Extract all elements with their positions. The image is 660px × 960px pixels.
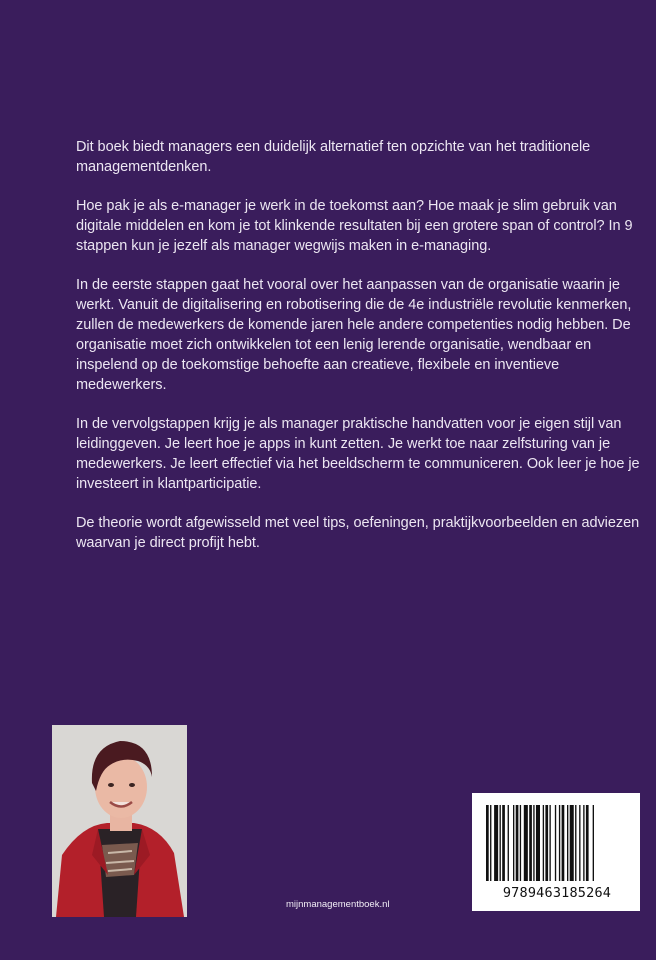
barcode-bar <box>575 805 576 881</box>
barcode-bar <box>529 805 532 881</box>
barcode-bar <box>562 805 565 881</box>
barcode-bar <box>508 805 509 881</box>
barcode-bar <box>520 805 521 881</box>
barcode-bar <box>513 805 514 881</box>
barcode-bar <box>490 805 491 881</box>
website-url: mijnmanagementboek.nl <box>286 899 390 910</box>
barcode-bar <box>545 805 548 881</box>
barcode-bar <box>555 805 556 881</box>
barcode-bar <box>586 805 589 881</box>
blurb-paragraph-4: In de vervolgstappen krijg je als manager praktische handvatten voor je eigen stijl van leidinggeven. Je leert hoe je apps in kunt zetten. Je werkt toe naar zelfsturing van je medewerkers. Je leert effectief via het beeldscherm te communiceren. Ook leer je hoe je investeert in klantparticipatie. <box>76 416 640 492</box>
barcode-bar <box>593 805 594 881</box>
barcode-bar <box>559 805 560 881</box>
blurb-paragraph-3: In de eerste stappen gaat het vooral over het aanpassen van de organisatie waarin je werkt. Vanuit de digitalisering en robotisering die de 4e industriële revolutie kenmerken, zullen de medewerkers de komende jaren hele andere competenties nodig hebben. De organisatie moet zich ontwikkelen tot een lenig lerende organisatie, wendbaar en inspelend op de toekomstige behoefte aan creatieve, flexibele en inventieve medewerkers. <box>76 277 632 393</box>
barcode-bar <box>570 805 574 881</box>
barcode-bar <box>502 805 505 881</box>
barcode-bar <box>486 805 489 881</box>
barcode-bar <box>500 805 501 881</box>
barcode-bar <box>536 805 540 881</box>
blurb-text <box>76 137 644 572</box>
barcode-bar <box>533 805 534 881</box>
barcode-bar <box>516 805 519 881</box>
barcode-bars <box>484 805 628 883</box>
blurb-paragraph-1: Dit boek biedt managers een duidelijk alternatief ten opzichte van het traditionele managementdenken. <box>76 139 591 175</box>
barcode-bar <box>579 805 580 881</box>
barcode-bar <box>549 805 550 881</box>
barcode-bar <box>543 805 544 881</box>
blurb-paragraph-2: Hoe pak je als e-manager je werk in de toekomst aan? Hoe maak je slim gebruik van digitale middelen en kom je tot klinkende resultaten bij een grotere span of control? In 9 stappen kun je jezelf als manager wegwijs maken in e-managing. <box>76 198 633 254</box>
isbn-number: 9789463185264 <box>502 885 612 901</box>
blurb-paragraph-5: De theorie wordt afgewisseld met veel tips, oefeningen, praktijkvoorbeelden en adviezen waarvan je direct profijt hebt. <box>76 515 640 551</box>
barcode-bar <box>524 805 528 881</box>
barcode-bar <box>494 805 498 881</box>
author-photo <box>52 725 187 917</box>
barcode-bar <box>583 805 584 881</box>
barcode-bar <box>567 805 568 881</box>
author-portrait-illustration <box>52 725 187 917</box>
isbn-barcode <box>472 793 640 911</box>
